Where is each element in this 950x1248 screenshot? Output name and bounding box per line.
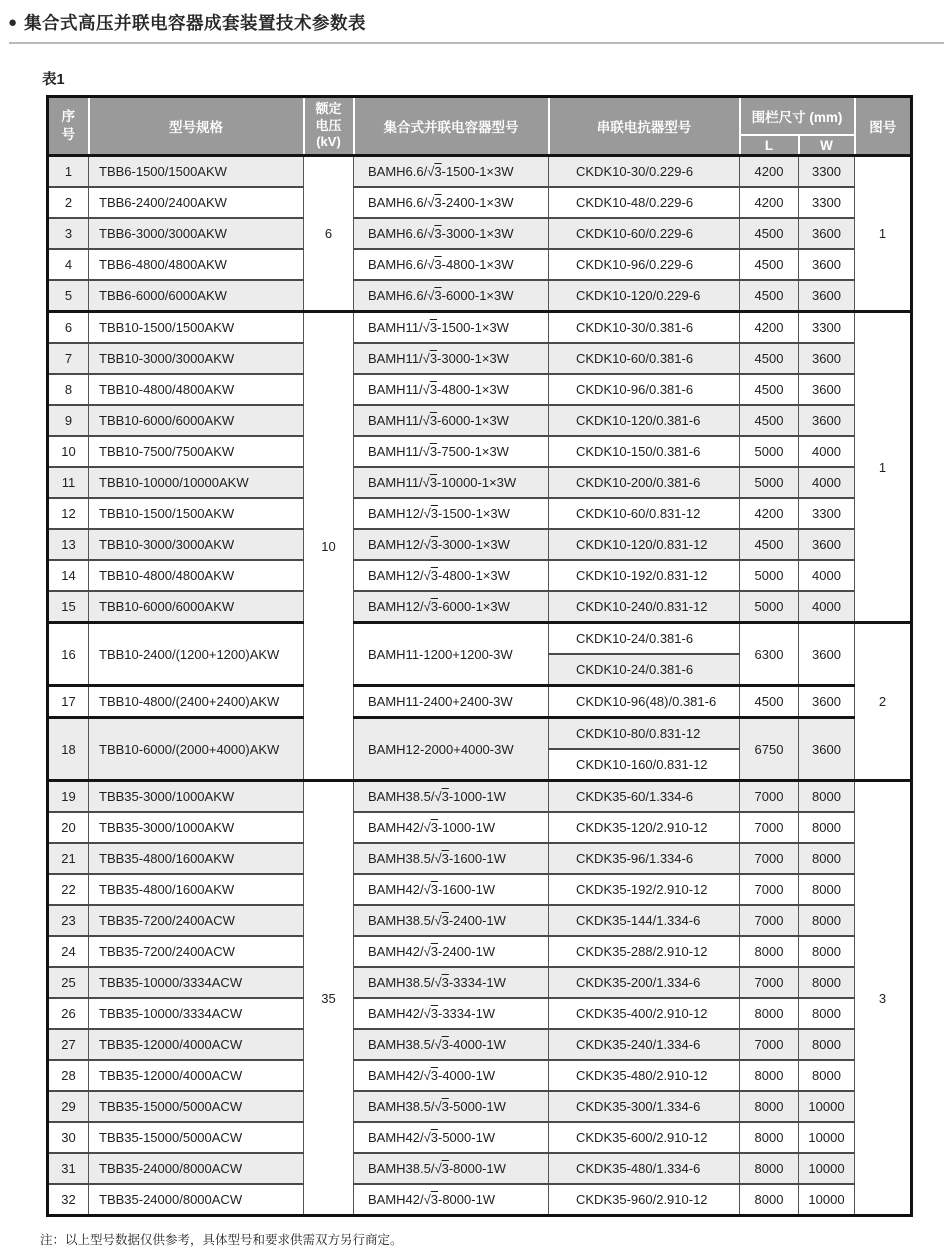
table-row (48, 686, 912, 718)
cell-capacitor: BAMH6.6/√3-3000-1×3W (354, 218, 549, 249)
cell-width: 3600 (799, 218, 855, 249)
cell-capacitor: BAMH11/√3-7500-1×3W (354, 436, 549, 467)
cell-seq: 14 (48, 560, 89, 591)
table-row (48, 187, 912, 218)
cell-capacitor: BAMH6.6/√3-6000-1×3W (354, 280, 549, 312)
cell-width: 3600 (799, 529, 855, 560)
table-body (48, 156, 912, 1216)
cell-reactor: CKDK10-120/0.381-6 (549, 405, 740, 436)
cell-width: 8000 (799, 1060, 855, 1091)
cell-model: TBB6-4800/4800AKW (89, 249, 304, 280)
table-row (48, 967, 912, 998)
cell-reactor: CKDK35-60/1.334-6 (549, 781, 740, 813)
cell-width: 3600 (799, 686, 855, 718)
cell-length: 4500 (740, 343, 799, 374)
table-row (48, 467, 912, 498)
cell-length: 7000 (740, 967, 799, 998)
cell-model: TBB10-6000/6000AKW (89, 591, 304, 623)
cell-width: 8000 (799, 905, 855, 936)
cell-model: TBB35-10000/3334ACW (89, 967, 304, 998)
table-row (48, 560, 912, 591)
table-row (48, 623, 912, 655)
cell-width: 3600 (799, 249, 855, 280)
cell-reactor: CKDK10-150/0.381-6 (549, 436, 740, 467)
cell-reactor: CKDK10-60/0.381-6 (549, 343, 740, 374)
cell-reactor: CKDK10-60/0.831-12 (549, 498, 740, 529)
cell-width: 8000 (799, 843, 855, 874)
cell-seq: 16 (48, 623, 89, 686)
cell-length: 4200 (740, 312, 799, 344)
cell-figure: 1 (855, 312, 912, 623)
cell-capacitor: BAMH11/√3-4800-1×3W (354, 374, 549, 405)
table-row (48, 874, 912, 905)
table-row (48, 998, 912, 1029)
cell-width: 8000 (799, 874, 855, 905)
cell-capacitor: BAMH38.5/√3-5000-1W (354, 1091, 549, 1122)
cell-model: TBB10-7500/7500AKW (89, 436, 304, 467)
table-header-row (48, 97, 912, 136)
cell-seq: 3 (48, 218, 89, 249)
cell-seq: 27 (48, 1029, 89, 1060)
cell-model: TBB35-15000/5000ACW (89, 1122, 304, 1153)
page-title: 集合式高压并联电容器成套装置技术参数表 (24, 13, 367, 33)
header-fence-w: W (799, 135, 855, 156)
cell-length: 4500 (740, 529, 799, 560)
cell-capacitor: BAMH12/√3-6000-1×3W (354, 591, 549, 623)
cell-width: 3600 (799, 343, 855, 374)
cell-reactor: CKDK10-96/0.229-6 (549, 249, 740, 280)
header-voltage: 额定电压(kV) (304, 97, 354, 156)
cell-length: 4200 (740, 156, 799, 188)
cell-width: 3600 (799, 280, 855, 312)
cell-seq: 20 (48, 812, 89, 843)
cell-reactor: CKDK35-400/2.910-12 (549, 998, 740, 1029)
cell-capacitor: BAMH38.5/√3-2400-1W (354, 905, 549, 936)
cell-reactor: CKDK10-24/0.381-6 (549, 623, 740, 655)
cell-model: TBB35-24000/8000ACW (89, 1184, 304, 1216)
cell-seq: 5 (48, 280, 89, 312)
cell-figure: 3 (855, 781, 912, 1216)
cell-model: TBB35-15000/5000ACW (89, 1091, 304, 1122)
cell-length: 5000 (740, 591, 799, 623)
cell-model: TBB6-6000/6000AKW (89, 280, 304, 312)
table-row (48, 343, 912, 374)
cell-model: TBB10-3000/3000AKW (89, 343, 304, 374)
cell-length: 8000 (740, 1153, 799, 1184)
cell-seq: 21 (48, 843, 89, 874)
table-row (48, 405, 912, 436)
cell-length: 7000 (740, 843, 799, 874)
table-row (48, 718, 912, 750)
cell-reactor: CKDK10-96/0.381-6 (549, 374, 740, 405)
cell-length: 4500 (740, 374, 799, 405)
cell-model: TBB35-3000/1000AKW (89, 781, 304, 813)
cell-reactor: CKDK10-96(48)/0.381-6 (549, 686, 740, 718)
header-model: 型号规格 (89, 97, 304, 156)
cell-seq: 17 (48, 686, 89, 718)
table-row (48, 498, 912, 529)
cell-width: 3300 (799, 156, 855, 188)
cell-length: 6300 (740, 623, 799, 686)
cell-seq: 13 (48, 529, 89, 560)
cell-length: 7000 (740, 874, 799, 905)
cell-width: 8000 (799, 936, 855, 967)
cell-length: 8000 (740, 1091, 799, 1122)
cell-width: 3600 (799, 374, 855, 405)
cell-seq: 7 (48, 343, 89, 374)
cell-model: TBB6-2400/2400AKW (89, 187, 304, 218)
cell-reactor: CKDK35-192/2.910-12 (549, 874, 740, 905)
cell-capacitor: BAMH42/√3-8000-1W (354, 1184, 549, 1216)
table-row (48, 280, 912, 312)
header-capacitor: 集合式并联电容器型号 (354, 97, 549, 156)
cell-length: 5000 (740, 560, 799, 591)
cell-width: 10000 (799, 1091, 855, 1122)
table-row (48, 1029, 912, 1060)
table-row (48, 218, 912, 249)
cell-length: 5000 (740, 467, 799, 498)
cell-width: 4000 (799, 467, 855, 498)
cell-reactor: CKDK10-80/0.831-12 (549, 718, 740, 750)
cell-model: TBB10-1500/1500AKW (89, 498, 304, 529)
cell-model: TBB10-1500/1500AKW (89, 312, 304, 344)
table-row (48, 312, 912, 344)
cell-reactor: CKDK10-120/0.831-12 (549, 529, 740, 560)
cell-reactor: CKDK10-192/0.831-12 (549, 560, 740, 591)
cell-capacitor: BAMH6.6/√3-4800-1×3W (354, 249, 549, 280)
cell-model: TBB10-4800/(2400+2400)AKW (89, 686, 304, 718)
cell-reactor: CKDK35-96/1.334-6 (549, 843, 740, 874)
cell-width: 8000 (799, 967, 855, 998)
cell-reactor: CKDK35-144/1.334-6 (549, 905, 740, 936)
table-row (48, 936, 912, 967)
cell-model: TBB10-4800/4800AKW (89, 374, 304, 405)
cell-capacitor: BAMH12-2000+4000-3W (354, 718, 549, 781)
cell-capacitor: BAMH12/√3-1500-1×3W (354, 498, 549, 529)
cell-reactor: CKDK10-120/0.229-6 (549, 280, 740, 312)
header-figure: 图号 (855, 97, 912, 156)
cell-seq: 10 (48, 436, 89, 467)
table-row (48, 1122, 912, 1153)
cell-capacitor: BAMH38.5/√3-1600-1W (354, 843, 549, 874)
cell-figure: 2 (855, 623, 912, 781)
cell-width: 10000 (799, 1184, 855, 1216)
table-row (48, 1060, 912, 1091)
cell-capacitor: BAMH38.5/√3-1000-1W (354, 781, 549, 813)
cell-seq: 11 (48, 467, 89, 498)
cell-seq: 15 (48, 591, 89, 623)
cell-width: 8000 (799, 812, 855, 843)
bullet-icon: ● (8, 14, 18, 31)
cell-length: 7000 (740, 905, 799, 936)
cell-width: 8000 (799, 1029, 855, 1060)
cell-seq: 6 (48, 312, 89, 344)
cell-capacitor: BAMH42/√3-2400-1W (354, 936, 549, 967)
cell-model: TBB35-7200/2400ACW (89, 905, 304, 936)
cell-seq: 30 (48, 1122, 89, 1153)
cell-model: TBB35-4800/1600AKW (89, 843, 304, 874)
table-row (48, 249, 912, 280)
cell-width: 4000 (799, 591, 855, 623)
cell-length: 7000 (740, 781, 799, 813)
cell-reactor: CKDK10-24/0.381-6 (549, 654, 740, 686)
cell-reactor: CKDK35-300/1.334-6 (549, 1091, 740, 1122)
cell-length: 7000 (740, 1029, 799, 1060)
cell-seq: 12 (48, 498, 89, 529)
cell-reactor: CKDK10-200/0.381-6 (549, 467, 740, 498)
cell-voltage: 10 (304, 312, 354, 781)
table-row (48, 156, 912, 188)
cell-width: 10000 (799, 1122, 855, 1153)
cell-reactor: CKDK35-240/1.334-6 (549, 1029, 740, 1060)
cell-reactor: CKDK10-240/0.831-12 (549, 591, 740, 623)
cell-capacitor: BAMH38.5/√3-8000-1W (354, 1153, 549, 1184)
cell-model: TBB35-10000/3334ACW (89, 998, 304, 1029)
cell-width: 3300 (799, 498, 855, 529)
cell-reactor: CKDK10-60/0.229-6 (549, 218, 740, 249)
cell-seq: 29 (48, 1091, 89, 1122)
cell-reactor: CKDK35-480/2.910-12 (549, 1060, 740, 1091)
cell-capacitor: BAMH11-1200+1200-3W (354, 623, 549, 686)
cell-seq: 31 (48, 1153, 89, 1184)
cell-capacitor: BAMH6.6/√3-1500-1×3W (354, 156, 549, 188)
cell-length: 4200 (740, 498, 799, 529)
cell-seq: 24 (48, 936, 89, 967)
cell-voltage: 35 (304, 781, 354, 1216)
cell-reactor: CKDK10-30/0.229-6 (549, 156, 740, 188)
cell-capacitor: BAMH42/√3-1000-1W (354, 812, 549, 843)
cell-length: 4500 (740, 686, 799, 718)
header-fence-l: L (740, 135, 799, 156)
cell-length: 8000 (740, 1184, 799, 1216)
table-row (48, 843, 912, 874)
cell-width: 3300 (799, 187, 855, 218)
cell-reactor: CKDK10-48/0.229-6 (549, 187, 740, 218)
cell-seq: 23 (48, 905, 89, 936)
table-row (48, 812, 912, 843)
cell-capacitor: BAMH6.6/√3-2400-1×3W (354, 187, 549, 218)
cell-width: 3300 (799, 312, 855, 344)
cell-model: TBB10-10000/10000AKW (89, 467, 304, 498)
cell-reactor: CKDK35-288/2.910-12 (549, 936, 740, 967)
cell-width: 3600 (799, 405, 855, 436)
cell-length: 4500 (740, 405, 799, 436)
cell-seq: 2 (48, 187, 89, 218)
cell-model: TBB10-2400/(1200+1200)AKW (89, 623, 304, 686)
table-row (48, 529, 912, 560)
cell-width: 8000 (799, 998, 855, 1029)
cell-reactor: CKDK35-120/2.910-12 (549, 812, 740, 843)
table-row (48, 781, 912, 813)
cell-voltage: 6 (304, 156, 354, 312)
cell-reactor: CKDK35-200/1.334-6 (549, 967, 740, 998)
cell-model: TBB35-12000/4000ACW (89, 1060, 304, 1091)
table-row (48, 1184, 912, 1216)
cell-capacitor: BAMH12/√3-3000-1×3W (354, 529, 549, 560)
cell-reactor: CKDK10-160/0.831-12 (549, 749, 740, 781)
cell-length: 8000 (740, 998, 799, 1029)
cell-model: TBB6-3000/3000AKW (89, 218, 304, 249)
cell-model: TBB10-3000/3000AKW (89, 529, 304, 560)
table-row (48, 1153, 912, 1184)
cell-reactor: CKDK35-480/1.334-6 (549, 1153, 740, 1184)
cell-width: 4000 (799, 560, 855, 591)
cell-seq: 26 (48, 998, 89, 1029)
cell-model: TBB35-7200/2400ACW (89, 936, 304, 967)
cell-width: 8000 (799, 781, 855, 813)
cell-model: TBB10-6000/6000AKW (89, 405, 304, 436)
cell-capacitor: BAMH12/√3-4800-1×3W (354, 560, 549, 591)
cell-model: TBB35-3000/1000AKW (89, 812, 304, 843)
cell-length: 8000 (740, 1122, 799, 1153)
cell-length: 6750 (740, 718, 799, 781)
cell-capacitor: BAMH11/√3-3000-1×3W (354, 343, 549, 374)
cell-capacitor: BAMH11/√3-1500-1×3W (354, 312, 549, 344)
cell-reactor: CKDK35-600/2.910-12 (549, 1122, 740, 1153)
cell-model: TBB35-4800/1600AKW (89, 874, 304, 905)
cell-length: 4500 (740, 249, 799, 280)
cell-length: 8000 (740, 936, 799, 967)
table-row (48, 1091, 912, 1122)
cell-width: 3600 (799, 623, 855, 686)
cell-seq: 22 (48, 874, 89, 905)
cell-length: 8000 (740, 1060, 799, 1091)
cell-capacitor: BAMH11/√3-10000-1×3W (354, 467, 549, 498)
cell-length: 4500 (740, 218, 799, 249)
cell-seq: 32 (48, 1184, 89, 1216)
cell-model: TBB10-4800/4800AKW (89, 560, 304, 591)
cell-length: 4200 (740, 187, 799, 218)
cell-seq: 18 (48, 718, 89, 781)
header-reactor: 串联电抗器型号 (549, 97, 740, 156)
cell-model: TBB35-12000/4000ACW (89, 1029, 304, 1060)
cell-capacitor: BAMH42/√3-5000-1W (354, 1122, 549, 1153)
cell-reactor: CKDK10-30/0.381-6 (549, 312, 740, 344)
title-divider (9, 42, 944, 44)
table-row (48, 905, 912, 936)
table-row (48, 436, 912, 467)
footnote: 注：以上型号数据仅供参考，具体型号和要求供需双方另行商定。 (40, 1233, 403, 1247)
table-row (48, 591, 912, 623)
cell-model: TBB10-6000/(2000+4000)AKW (89, 718, 304, 781)
table-row (48, 374, 912, 405)
cell-capacitor: BAMH11-2400+2400-3W (354, 686, 549, 718)
table-label: 表1 (42, 72, 65, 88)
cell-width: 3600 (799, 718, 855, 781)
header-fence-size: 围栏尺寸 (mm) (740, 97, 855, 136)
cell-seq: 25 (48, 967, 89, 998)
cell-capacitor: BAMH11/√3-6000-1×3W (354, 405, 549, 436)
header-seq: 序号 (48, 97, 89, 156)
cell-length: 5000 (740, 436, 799, 467)
cell-seq: 1 (48, 156, 89, 188)
cell-capacitor: BAMH38.5/√3-4000-1W (354, 1029, 549, 1060)
cell-reactor: CKDK35-960/2.910-12 (549, 1184, 740, 1216)
cell-capacitor: BAMH38.5/√3-3334-1W (354, 967, 549, 998)
cell-model: TBB6-1500/1500AKW (89, 156, 304, 188)
page-header (0, 0, 950, 35)
cell-width: 4000 (799, 436, 855, 467)
cell-capacitor: BAMH42/√3-1600-1W (354, 874, 549, 905)
cell-length: 4500 (740, 280, 799, 312)
cell-figure: 1 (855, 156, 912, 312)
cell-seq: 8 (48, 374, 89, 405)
cell-length: 7000 (740, 812, 799, 843)
cell-width: 10000 (799, 1153, 855, 1184)
cell-seq: 28 (48, 1060, 89, 1091)
cell-capacitor: BAMH42/√3-3334-1W (354, 998, 549, 1029)
cell-seq: 19 (48, 781, 89, 813)
cell-capacitor: BAMH42/√3-4000-1W (354, 1060, 549, 1091)
parameters-table (46, 95, 913, 1217)
cell-seq: 9 (48, 405, 89, 436)
cell-model: TBB35-24000/8000ACW (89, 1153, 304, 1184)
cell-seq: 4 (48, 249, 89, 280)
